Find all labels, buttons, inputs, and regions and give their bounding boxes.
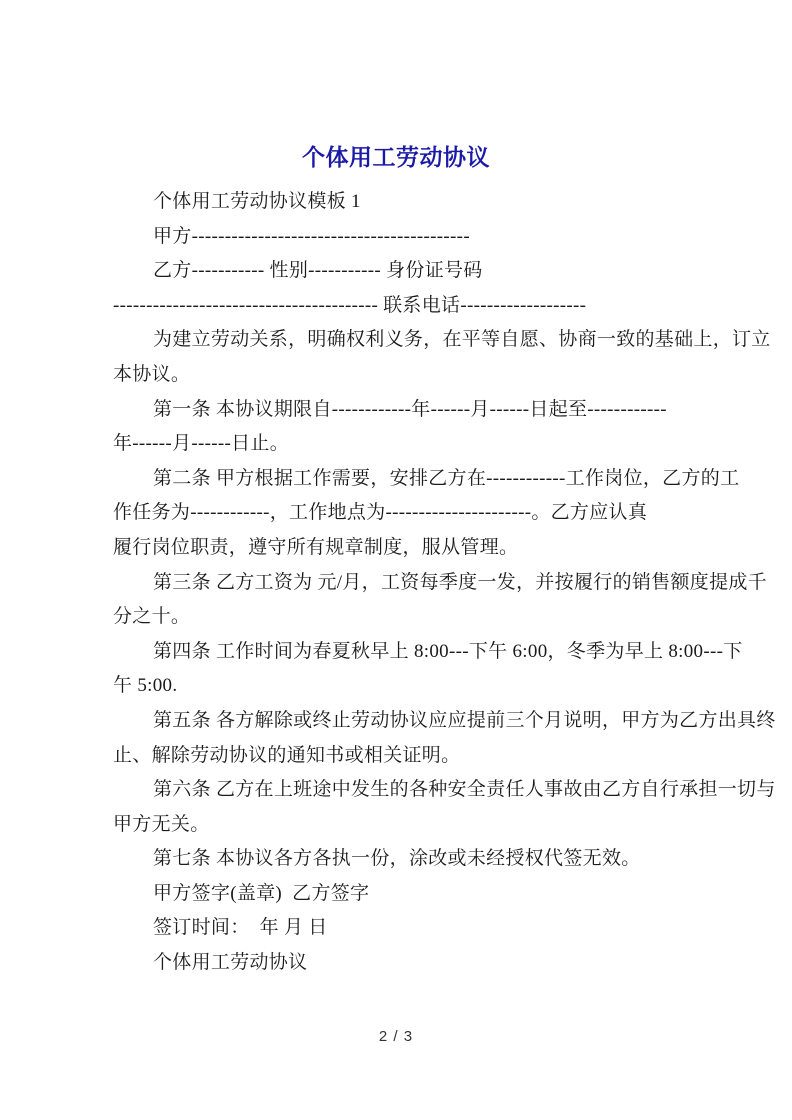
document-line: ---------------------------------------- 联系电话------------------- [113,294,587,316]
document-line: 第五条 各方解除或终止劳动协议应应提前三个月说明，甲方为乙方出具终 [153,709,776,731]
document-line: 甲方无关。 [113,813,210,835]
document-line: 个体用工劳动协议 [153,952,308,974]
document-line: 签订时间： 年 月 日 [153,917,328,939]
document-line: 为建立劳动关系，明确权利义务，在平等自愿、协商一致的基础上，订立 [153,329,771,351]
document-line: 个体用工劳动协议模板 1 [153,191,361,212]
document-line: 甲方签字(盖章) 乙方签字 [153,882,370,904]
document-line: 履行岗位职责，遵守所有规章制度，服从管理。 [113,536,519,558]
document-line: 午 5:00. [113,675,178,697]
document-line: 止、解除劳动协议的通知书或相关证明。 [113,744,461,766]
document-title: 个体用工劳动协议 [302,144,490,170]
document-line: 第二条 甲方根据工作需要，安排乙方在------------工作岗位，乙方的工 [153,467,740,489]
document-line: 年------月------日止。 [113,433,290,455]
document-line: 第六条 乙方在上班途中发生的各种安全责任人事故由乙方自行承担一切与 [153,779,776,801]
document-line: 第四条 工作时间为春夏秋早上 8:00---下午 6:00，冬季为早上 8:00---下 [153,640,743,662]
document-line: 第七条 本协议各方各执一份，涂改或未经授权代签无效。 [153,848,641,870]
document-line: 第一条 本协议期限自------------年------月------日起至------------ [153,398,667,420]
document-line: 乙方----------- 性别----------- 身份证号码 [153,260,483,282]
document-body [113,185,776,981]
page-number: 2 / 3 [378,1028,414,1045]
document-line: 分之十。 [113,606,191,628]
document-line: 甲方------------------------------------------ [153,225,470,247]
document-line: 第三条 乙方工资为 元/月，工资每季度一发，并按履行的销售额度提成千 [153,571,767,593]
document-line: 本协议。 [113,363,191,385]
document-line: 作任务为------------，工作地点为----------------------。乙方应认真 [113,502,648,524]
